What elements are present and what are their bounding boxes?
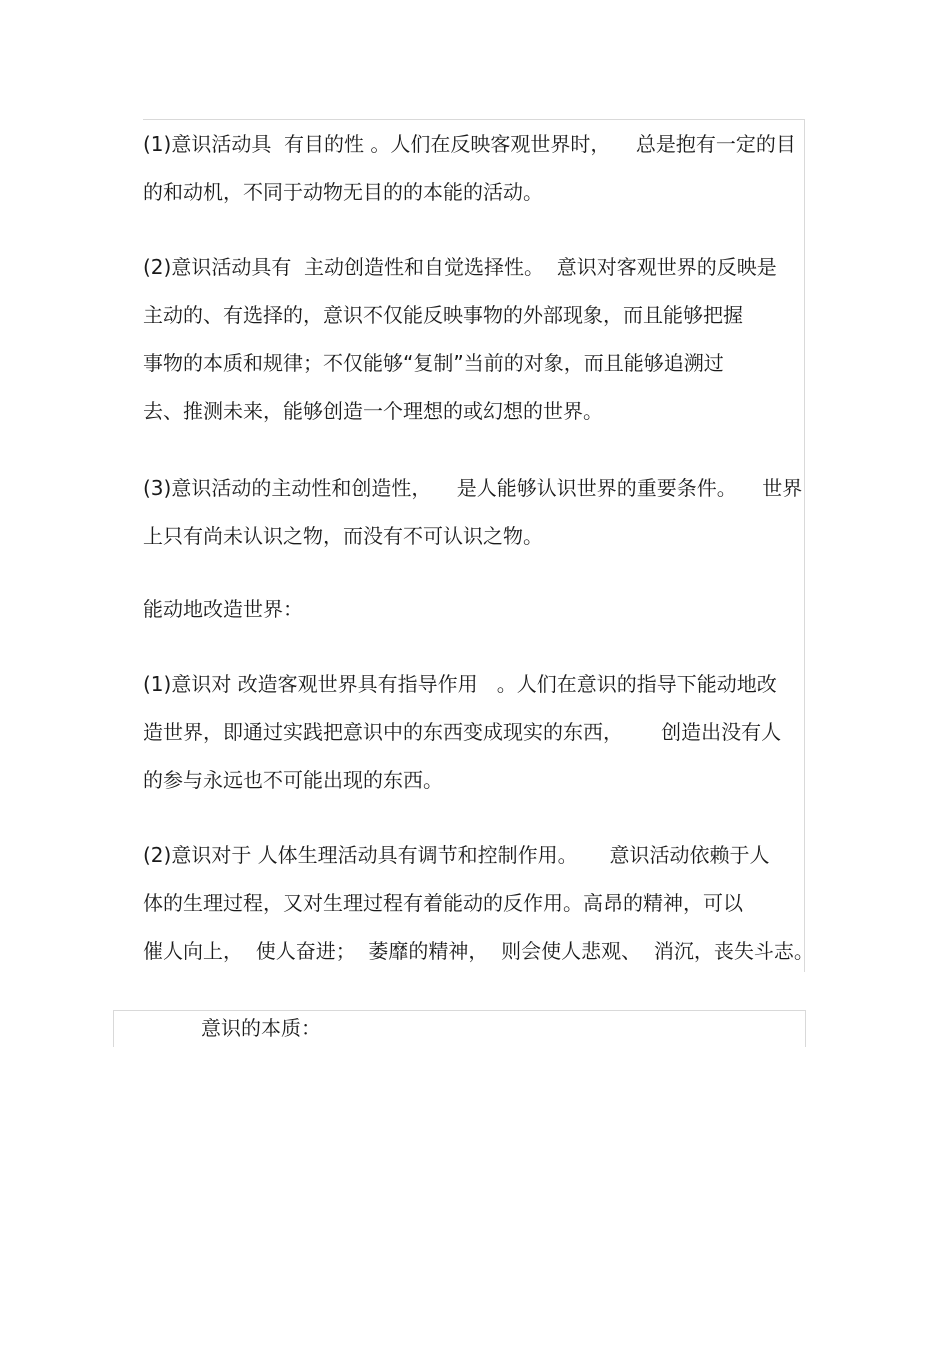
section-heading: 能动地改造世界： [143,597,303,621]
para4-line2: 造世界，即通过实践把意识中的东西变成现实的东西， 创造出没有人 [143,720,782,744]
para2-line3: 事物的本质和规律；不仅能够“复制”当前的对象，而且能够追溯过 [143,351,724,375]
para3-line2: 上只有尚未认识之物，而没有不可认识之物。 [143,524,543,548]
para2-line2: 主动的、有选择的，意识不仅能反映事物的外部现象，而且能够把握 [143,303,743,327]
para2-line4: 去、推测未来，能够创造一个理想的或幻想的世界。 [143,399,603,423]
para5-line2: 体的生理过程，又对生理过程有着能动的反作用。高昂的精神，可以 [143,891,743,915]
para4-line3: 的参与永远也不可能出现的东西。 [143,768,443,792]
bottom-section-title: 意识的本质： [201,1016,321,1040]
para2-line1: (2)意识活动具有 主动创造性和自觉选择性。 意识对客观世界的反映是 [143,255,777,279]
para5-line3: 催人向上， 使人奋进； 萎靡的精神， 则会使人悲观、 消沉，丧失斗志。 [143,939,814,963]
para4-line1: (1)意识对 改造客观世界具有指导作用 。人们在意识的指导下能动地改 [143,672,777,696]
para5-line1: (2)意识对于 人体生理活动具有调节和控制作用。 意识活动依赖于人 [143,843,770,867]
para1-line2: 的和动机，不同于动物无目的的本能的活动。 [143,180,543,204]
para3-line1: (3)意识活动的主动性和创造性， 是人能够认识世界的重要条件。 世界 [143,476,803,500]
para1-line1: (1)意识活动具 有目的性 。人们在反映客观世界时， 总是抱有一定的目 [143,132,796,156]
